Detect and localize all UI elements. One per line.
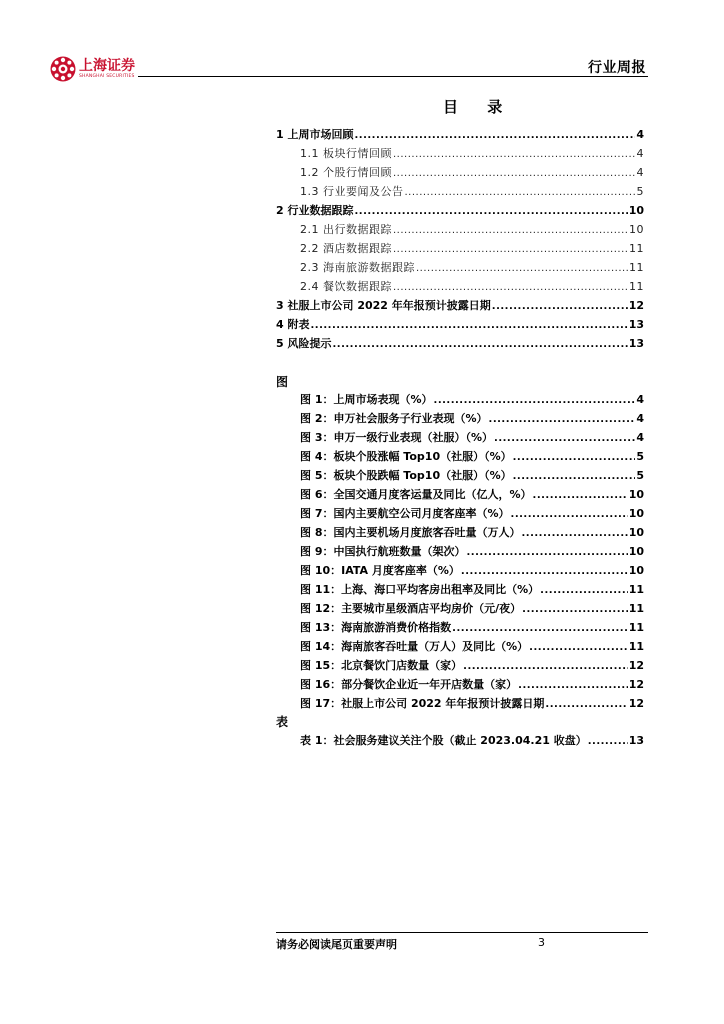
brand-name: 上海证券: [79, 58, 135, 74]
figure-entry[interactable]: [300, 581, 644, 599]
figure-entry-page: 12: [628, 659, 644, 672]
figure-entry-page: 10: [628, 545, 644, 558]
table-entry[interactable]: [300, 732, 644, 750]
toc-entry-page: 11: [629, 261, 644, 274]
figure-entry[interactable]: [300, 524, 644, 542]
brand-logo: [50, 56, 135, 82]
toc-entry[interactable]: [276, 316, 644, 334]
figure-entry-label: 图 6：全国交通月度客运量及同比（亿人，%）: [300, 488, 532, 501]
figure-entry-label: 图 14：海南旅客吞吐量（万人）及同比（%）: [300, 640, 529, 653]
figure-entry[interactable]: [300, 600, 644, 618]
figure-entry-label: 图 1：上周市场表现（%）: [300, 393, 433, 406]
toc-entry[interactable]: [276, 335, 644, 353]
figure-entry-label: 图 5：板块个股跌幅 Top10（社服）（%）: [300, 469, 512, 482]
figure-entry[interactable]: [300, 391, 644, 409]
footer-divider: [276, 932, 648, 933]
toc-entry-label: 2.1 出行数据跟踪: [300, 223, 392, 236]
table-entry-label: 表 1：社会服务建议关注个股（截止 2023.04.21 收盘）: [300, 734, 587, 747]
toc-entry[interactable]: [300, 259, 644, 277]
toc-entry-page: 11: [629, 242, 644, 255]
toc-entry[interactable]: [276, 297, 644, 315]
figure-entry-label: 图 7：国内主要航空公司月度客座率（%）: [300, 507, 510, 520]
figure-entry[interactable]: [300, 505, 644, 523]
figures-heading: 图: [276, 375, 289, 389]
toc-entry-page: 5: [636, 185, 644, 198]
figure-entry[interactable]: [300, 562, 644, 580]
figure-entry-page: 4: [636, 412, 644, 425]
figure-entry-label: 图 13：海南旅游消费价格指数: [300, 621, 452, 634]
figure-entry[interactable]: [300, 410, 644, 428]
figure-entry-label: 图 4：板块个股涨幅 Top10（社服）（%）: [300, 450, 512, 463]
toc-entry-label: 1 上周市场回顾: [276, 128, 354, 141]
figure-entry-page: 11: [628, 640, 644, 653]
figure-entry[interactable]: [300, 543, 644, 561]
toc-entry-label: 3 社服上市公司 2022 年年报预计披露日期: [276, 299, 491, 312]
report-type: 行业周报: [588, 60, 646, 76]
tables-heading: 表: [276, 715, 289, 729]
toc-entry[interactable]: [300, 183, 644, 201]
figure-entry-page: 10: [628, 507, 644, 520]
figure-entry-label: 图 17：社服上市公司 2022 年年报预计披露日期: [300, 697, 545, 710]
figure-entry[interactable]: [300, 676, 644, 694]
page-number: 3: [538, 936, 545, 949]
toc-entry[interactable]: [300, 240, 644, 258]
figure-entry-page: 12: [628, 678, 644, 691]
figure-entry-label: 图 8：国内主要机场月度旅客吞吐量（万人）: [300, 526, 521, 539]
figure-entry-page: 10: [628, 564, 644, 577]
toc-entry-label: 1.1 板块行情回顾: [300, 147, 392, 160]
figure-entry[interactable]: [300, 467, 644, 485]
toc-entry-page: 13: [628, 318, 644, 331]
figure-entry-label: 图 15：北京餐饮门店数量（家）: [300, 659, 463, 672]
figure-entry-page: 4: [636, 393, 644, 406]
toc-entry-label: 1.2 个股行情回顾: [300, 166, 392, 179]
figure-entry-page: 10: [628, 526, 644, 539]
figure-entry[interactable]: [300, 695, 644, 713]
figure-entry-label: 图 3：申万一级行业表现（社服）（%）: [300, 431, 494, 444]
figure-entry-page: 12: [628, 697, 644, 710]
figure-entry-label: 图 11：上海、海口平均客房出租率及同比（%）: [300, 583, 540, 596]
toc-entry-label: 5 风险提示: [276, 337, 332, 350]
figure-entry[interactable]: [300, 429, 644, 447]
toc-entry-page: 4: [636, 147, 644, 160]
toc-entry-label: 4 附表: [276, 318, 310, 331]
figure-entry-label: 图 10：IATA 月度客座率（%）: [300, 564, 460, 577]
figure-entry-page: 5: [636, 469, 644, 482]
figure-entry-page: 11: [628, 583, 644, 596]
toc-entry-label: 2.3 海南旅游数据跟踪: [300, 261, 415, 274]
figure-entry-page: 10: [628, 488, 644, 501]
toc-entry-page: 4: [636, 166, 644, 179]
toc-entry[interactable]: [300, 145, 644, 163]
figure-entry[interactable]: [300, 657, 644, 675]
brand-name-en: SHANGHAI SECURITIES: [79, 74, 135, 79]
toc-entry-page: 4: [636, 128, 644, 141]
toc-title: 目 录: [443, 98, 515, 116]
figure-entry-label: 图 2：申万社会服务子行业表现（%）: [300, 412, 488, 425]
figure-entry-label: 图 16：部分餐饮企业近一年开店数量（家）: [300, 678, 518, 691]
figure-entry-page: 5: [636, 450, 644, 463]
toc-entry-page: 12: [628, 299, 644, 312]
figure-entry-label: 图 12：主要城市星级酒店平均房价（元/夜）: [300, 602, 522, 615]
toc-entry[interactable]: [300, 221, 644, 239]
figure-entry-page: 11: [628, 621, 644, 634]
footer-disclaimer: 请务必阅读尾页重要声明: [276, 938, 397, 951]
toc-entry-label: 2 行业数据跟踪: [276, 204, 354, 217]
toc-entry-page: 13: [628, 337, 644, 350]
toc-entry[interactable]: [300, 278, 644, 296]
toc-entry-page: 11: [629, 280, 644, 293]
toc-entry-page: 10: [629, 223, 644, 236]
header-divider: [138, 76, 648, 77]
toc-entry-label: 2.2 酒店数据跟踪: [300, 242, 392, 255]
toc-entry[interactable]: [300, 164, 644, 182]
toc-entry-label: 2.4 餐饮数据跟踪: [300, 280, 392, 293]
figure-entry-page: 4: [636, 431, 644, 444]
toc-entry-label: 1.3 行业要闻及公告: [300, 185, 404, 198]
figure-entry-page: 11: [628, 602, 644, 615]
toc-entry[interactable]: [276, 202, 644, 220]
figure-entry[interactable]: [300, 448, 644, 466]
brand-logo-icon: [50, 56, 76, 82]
toc-entry-page: 10: [628, 204, 644, 217]
toc-entry[interactable]: [276, 126, 644, 144]
figure-entry[interactable]: [300, 486, 644, 504]
figure-entry[interactable]: [300, 638, 644, 656]
figure-entry[interactable]: [300, 619, 644, 637]
table-entry-page: 13: [628, 734, 644, 747]
figure-entry-label: 图 9：中国执行航班数量（架次）: [300, 545, 466, 558]
